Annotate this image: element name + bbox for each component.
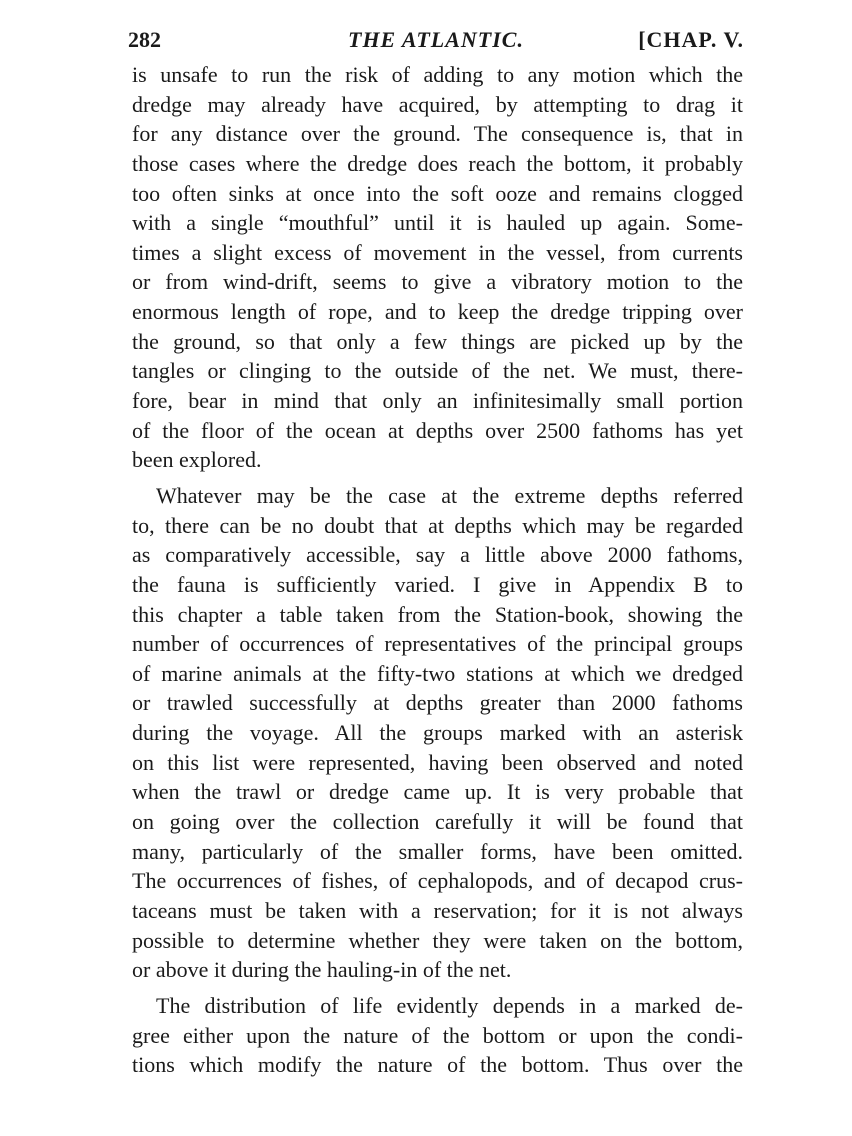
body-text	[132, 60, 743, 1080]
text-line: this chapter a table taken from the Station-book, showing the	[132, 601, 743, 627]
text-line: on this list were represented, having been observed and noted	[132, 749, 743, 775]
running-header	[128, 27, 744, 57]
paragraph	[132, 991, 743, 1080]
text-line: number of occurrences of representatives of the principal groups	[132, 631, 743, 657]
text-line: of marine animals at the fifty-two stations at which we dredged	[132, 660, 743, 686]
text-line: is unsafe to run the risk of adding to any motion which the	[132, 62, 743, 87]
page-number: 282	[128, 27, 161, 52]
text-line: The occurrences of fishes, of cephalopods, and of decapod crus-	[132, 868, 743, 894]
text-line: the ground, so that only a few things are picked up by the	[132, 328, 743, 354]
text-line: many, particularly of the smaller forms, have been omitted.	[132, 838, 743, 864]
text-line: gree either upon the nature of the bottom or upon the condi-	[132, 1022, 743, 1048]
text-line: of the floor of the ocean at depths over 2500 fathoms has yet	[132, 417, 743, 443]
text-line: enormous length of rope, and to keep the dredge tripping over	[132, 299, 743, 325]
text-line: been explored.	[132, 447, 262, 473]
text-line: those cases where the dredge does reach the bottom, it probably	[132, 150, 743, 176]
text-line: fore, bear in mind that only an infinitesimally small portion	[132, 388, 743, 414]
text-line: to, there can be no doubt that at depths which may be regarded	[132, 512, 743, 538]
paragraph	[132, 60, 743, 475]
text-line: or trawled successfully at depths greater than 2000 fathoms	[132, 690, 743, 716]
text-line: for any distance over the ground. The consequence is, that in	[132, 121, 743, 147]
text-line: on going over the collection carefully it will be found that	[132, 809, 743, 835]
text-line: tions which modify the nature of the bottom. Thus over the	[132, 1052, 743, 1078]
text-line: too often sinks at once into the soft ooze and remains clogged	[132, 180, 743, 206]
text-line: or above it during the hauling-in of the net.	[132, 957, 512, 983]
text-line: taceans must be taken with a reservation; for it is not always	[132, 897, 743, 923]
text-line: Whatever may be the case at the extreme depths referred	[156, 482, 743, 508]
paragraph	[132, 481, 743, 985]
text-line: during the voyage. All the groups marked with an asterisk	[132, 720, 743, 746]
text-line: dredge may already have acquired, by attempting to drag it	[132, 91, 743, 117]
chapter-label: [CHAP. V.	[638, 27, 744, 52]
text-line: times a slight excess of movement in the vessel, from currents	[132, 239, 743, 265]
text-line: the fauna is sufficiently varied. I give in Appendix B to	[132, 571, 743, 597]
text-line: The distribution of life evidently depends in a marked de-	[156, 992, 743, 1018]
text-line: possible to determine whether they were taken on the bottom,	[132, 927, 743, 953]
text-line: when the trawl or dredge came up. It is very probable that	[132, 779, 743, 805]
text-line: or from wind-drift, seems to give a vibratory motion to the	[132, 269, 743, 295]
text-line: tangles or clinging to the outside of the net. We must, there-	[132, 358, 743, 384]
text-line: with a single “mouthful” until it is hauled up again. Some-	[132, 210, 743, 236]
running-title: THE ATLANTIC.	[348, 27, 524, 52]
text-line: as comparatively accessible, say a little above 2000 fathoms,	[132, 542, 743, 568]
